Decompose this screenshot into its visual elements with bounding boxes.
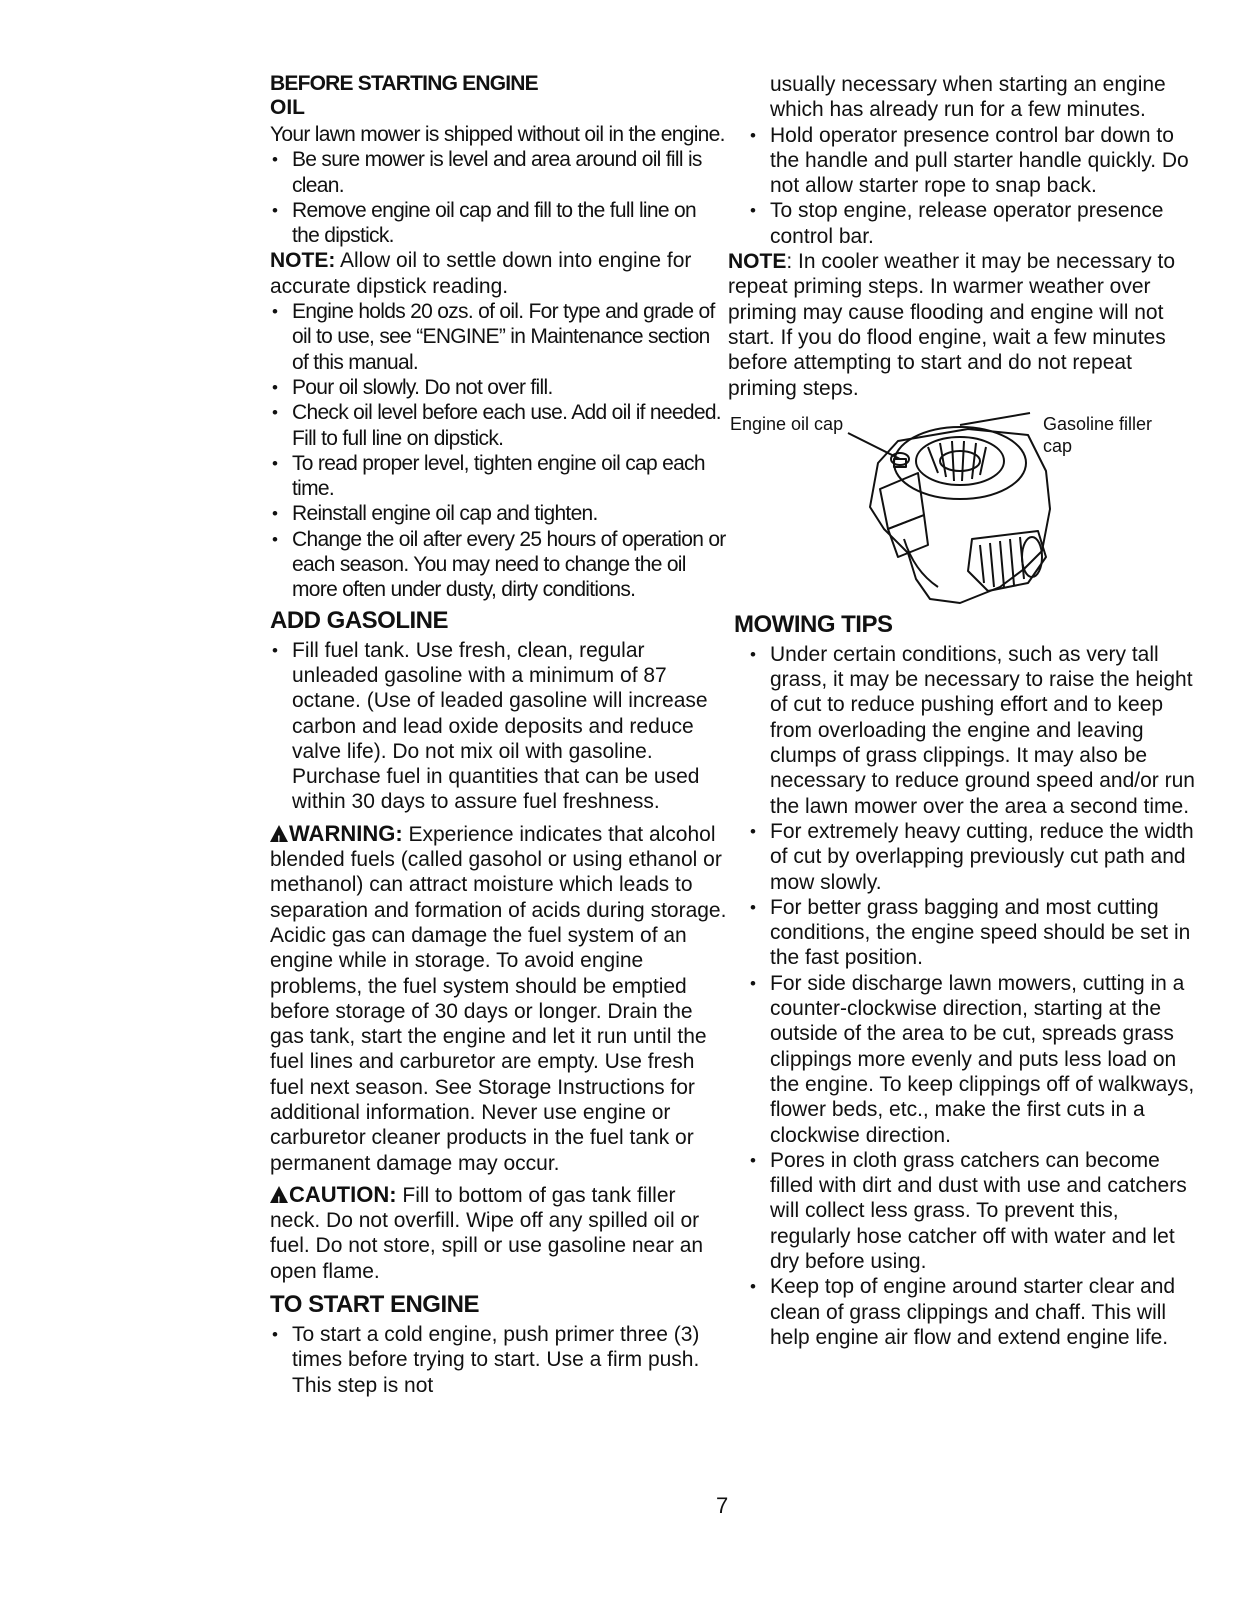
gasoline-bullet-list (270, 638, 728, 815)
list-item: • For extremely heavy cutting, reduce the width of cut by overlapping previously cut path and mow slowly. (748, 819, 1198, 895)
list-item: • Under certain conditions, such as very tall grass, it may be necessary to raise the height of cut to reduce pushing effort and to keep from overloading the engine and leaving clumps of grass clippings. It may also be necessary to reduce ground speed and/or run the lawn mower over the area a second time. (748, 642, 1198, 819)
list-item: • To start a cold engine, push primer three (3) times before trying to start. Use a firm push. This step is not (270, 1322, 728, 1398)
list-item: • Keep top of engine around starter clear and clean of grass clippings and chaff. This will help engine air flow and extend engine life. (748, 1274, 1198, 1350)
caution-triangle-icon (270, 1186, 288, 1203)
note-priming (728, 249, 1198, 401)
list-item: • Be sure mower is level and area around oil fill is clean. (270, 147, 728, 198)
engine-figure (728, 411, 1178, 607)
mowing-tips-list (748, 642, 1198, 1350)
list-item: • Reinstall engine oil cap and tighten. (270, 501, 728, 526)
list-item-continued: usually necessary when starting an engine which has already run for a few minutes. (770, 73, 1166, 122)
list-item: • Pour oil slowly. Do not over fill. (270, 375, 728, 400)
oil-bullet-list-2 (270, 299, 728, 603)
note-label: NOTE (728, 250, 787, 274)
start-continued-list (748, 72, 1198, 249)
list-item: • To stop engine, release operator presence control bar. (748, 198, 1198, 249)
list-item: • Remove engine oil cap and fill to the full line on the dipstick. (270, 198, 728, 249)
caution-label: CAUTION: (289, 1181, 397, 1207)
list-item: • For side discharge lawn mowers, cutting in a counter-clockwise direction, starting at the outside of the area to be cut, spreads grass clippings more evenly and puts less load on the engine. To keep clippings off of walkways, flower beds, etc., make the first cuts in a clockwise direction. (748, 971, 1198, 1148)
before-starting-heading: BEFORE STARTING ENGINE (270, 72, 538, 95)
note-text: : In cooler weather it may be necessary to repeat priming steps. In warmer weather over priming may cause flooding and engine will not start. If you do flood engine, wait a few minutes before attempting to start and do not repeat priming steps. (728, 250, 1176, 400)
warning-triangle-icon (270, 825, 288, 842)
start-bullet-list (270, 1322, 728, 1398)
list-item: • Fill fuel tank. Use fresh, clean, regular unleaded gasoline with a minimum of 87 octane. (Use of leaded gasoline will increase carbon and lead oxide deposits and reduce valve life). Do not mix oil with gasoline. Purchase fuel in quantities that can be used within 30 days to assure fuel freshness. (270, 638, 728, 815)
add-gasoline-heading: ADD GASOLINE (270, 606, 449, 634)
warning-text: Experience indicates that alcohol blended fuels (called gasohol or using ethanol or methanol) can attract moisture which leads to separation and formation of acids during storage. Acidic gas can damage the fuel system of an engine while in storage. To avoid engine problems, the fuel system should be emptied before storage of 30 days or longer. Drain the gas tank, start the engine and let it run until the fuel lines and carburetor are empty. Use fresh fuel next season. See Storage Instructions for additional information. Never use engine or carburetor cleaner products in the fuel tank or permanent damage may occur. (270, 822, 727, 1175)
engine-illustration (728, 411, 1178, 607)
oil-heading: OIL (270, 96, 305, 119)
note-label: NOTE: (270, 249, 336, 273)
right-column (728, 72, 1198, 1350)
warning-paragraph (270, 821, 728, 1176)
list-item: • Change the oil after every 25 hours of operation or each season. You may need to change the oil more often under dusty, dirty conditions. (270, 527, 728, 603)
gasoline-filler-cap-label: Gasoline filler cap (1043, 413, 1153, 456)
mowing-tips-heading: MOWING TIPS (734, 610, 893, 638)
list-item: • Engine holds 20 ozs. of oil. For type and grade of oil to use, see “ENGINE” in Maintenance section of this manual. (270, 299, 728, 375)
fuel-cap-leader-line (960, 413, 1030, 425)
caution-paragraph (270, 1182, 728, 1284)
list-item: • To read proper level, tighten engine oil cap each time. (270, 451, 728, 502)
engine-oil-cap-label: Engine oil cap (730, 413, 844, 434)
oil-bullet-list-1 (270, 147, 728, 248)
note-oil-settle (270, 248, 728, 299)
left-column (270, 72, 728, 1398)
oil-intro: Your lawn mower is shipped without oil in the engine. (270, 123, 725, 146)
page-number: 7 (716, 1493, 729, 1518)
to-start-engine-heading: TO START ENGINE (270, 1291, 479, 1319)
note-text: Allow oil to settle down into engine for accurate dipstick reading. (270, 249, 692, 298)
warning-label: WARNING: (289, 820, 403, 846)
caution-text: Fill to bottom of gas tank filler neck. Do not overfill. Wipe off any spilled oil or fuel. Do not store, spill or use gasoline near an open flame. (270, 1183, 704, 1283)
list-item: • Hold operator presence control bar down to the handle and pull starter handle quickly. Do not allow starter rope to snap back. (748, 123, 1198, 199)
list-item: • Check oil level before each use. Add oil if needed. Fill to full line on dipstick. (270, 400, 728, 451)
list-item: • For better grass bagging and most cutting conditions, the engine speed should be set in the fast position. (748, 895, 1198, 971)
list-item: • Pores in cloth grass catchers can become filled with dirt and dust with use and catchers will collect less grass. To prevent this, regularly hose catcher off with water and let dry before using. (748, 1148, 1198, 1274)
